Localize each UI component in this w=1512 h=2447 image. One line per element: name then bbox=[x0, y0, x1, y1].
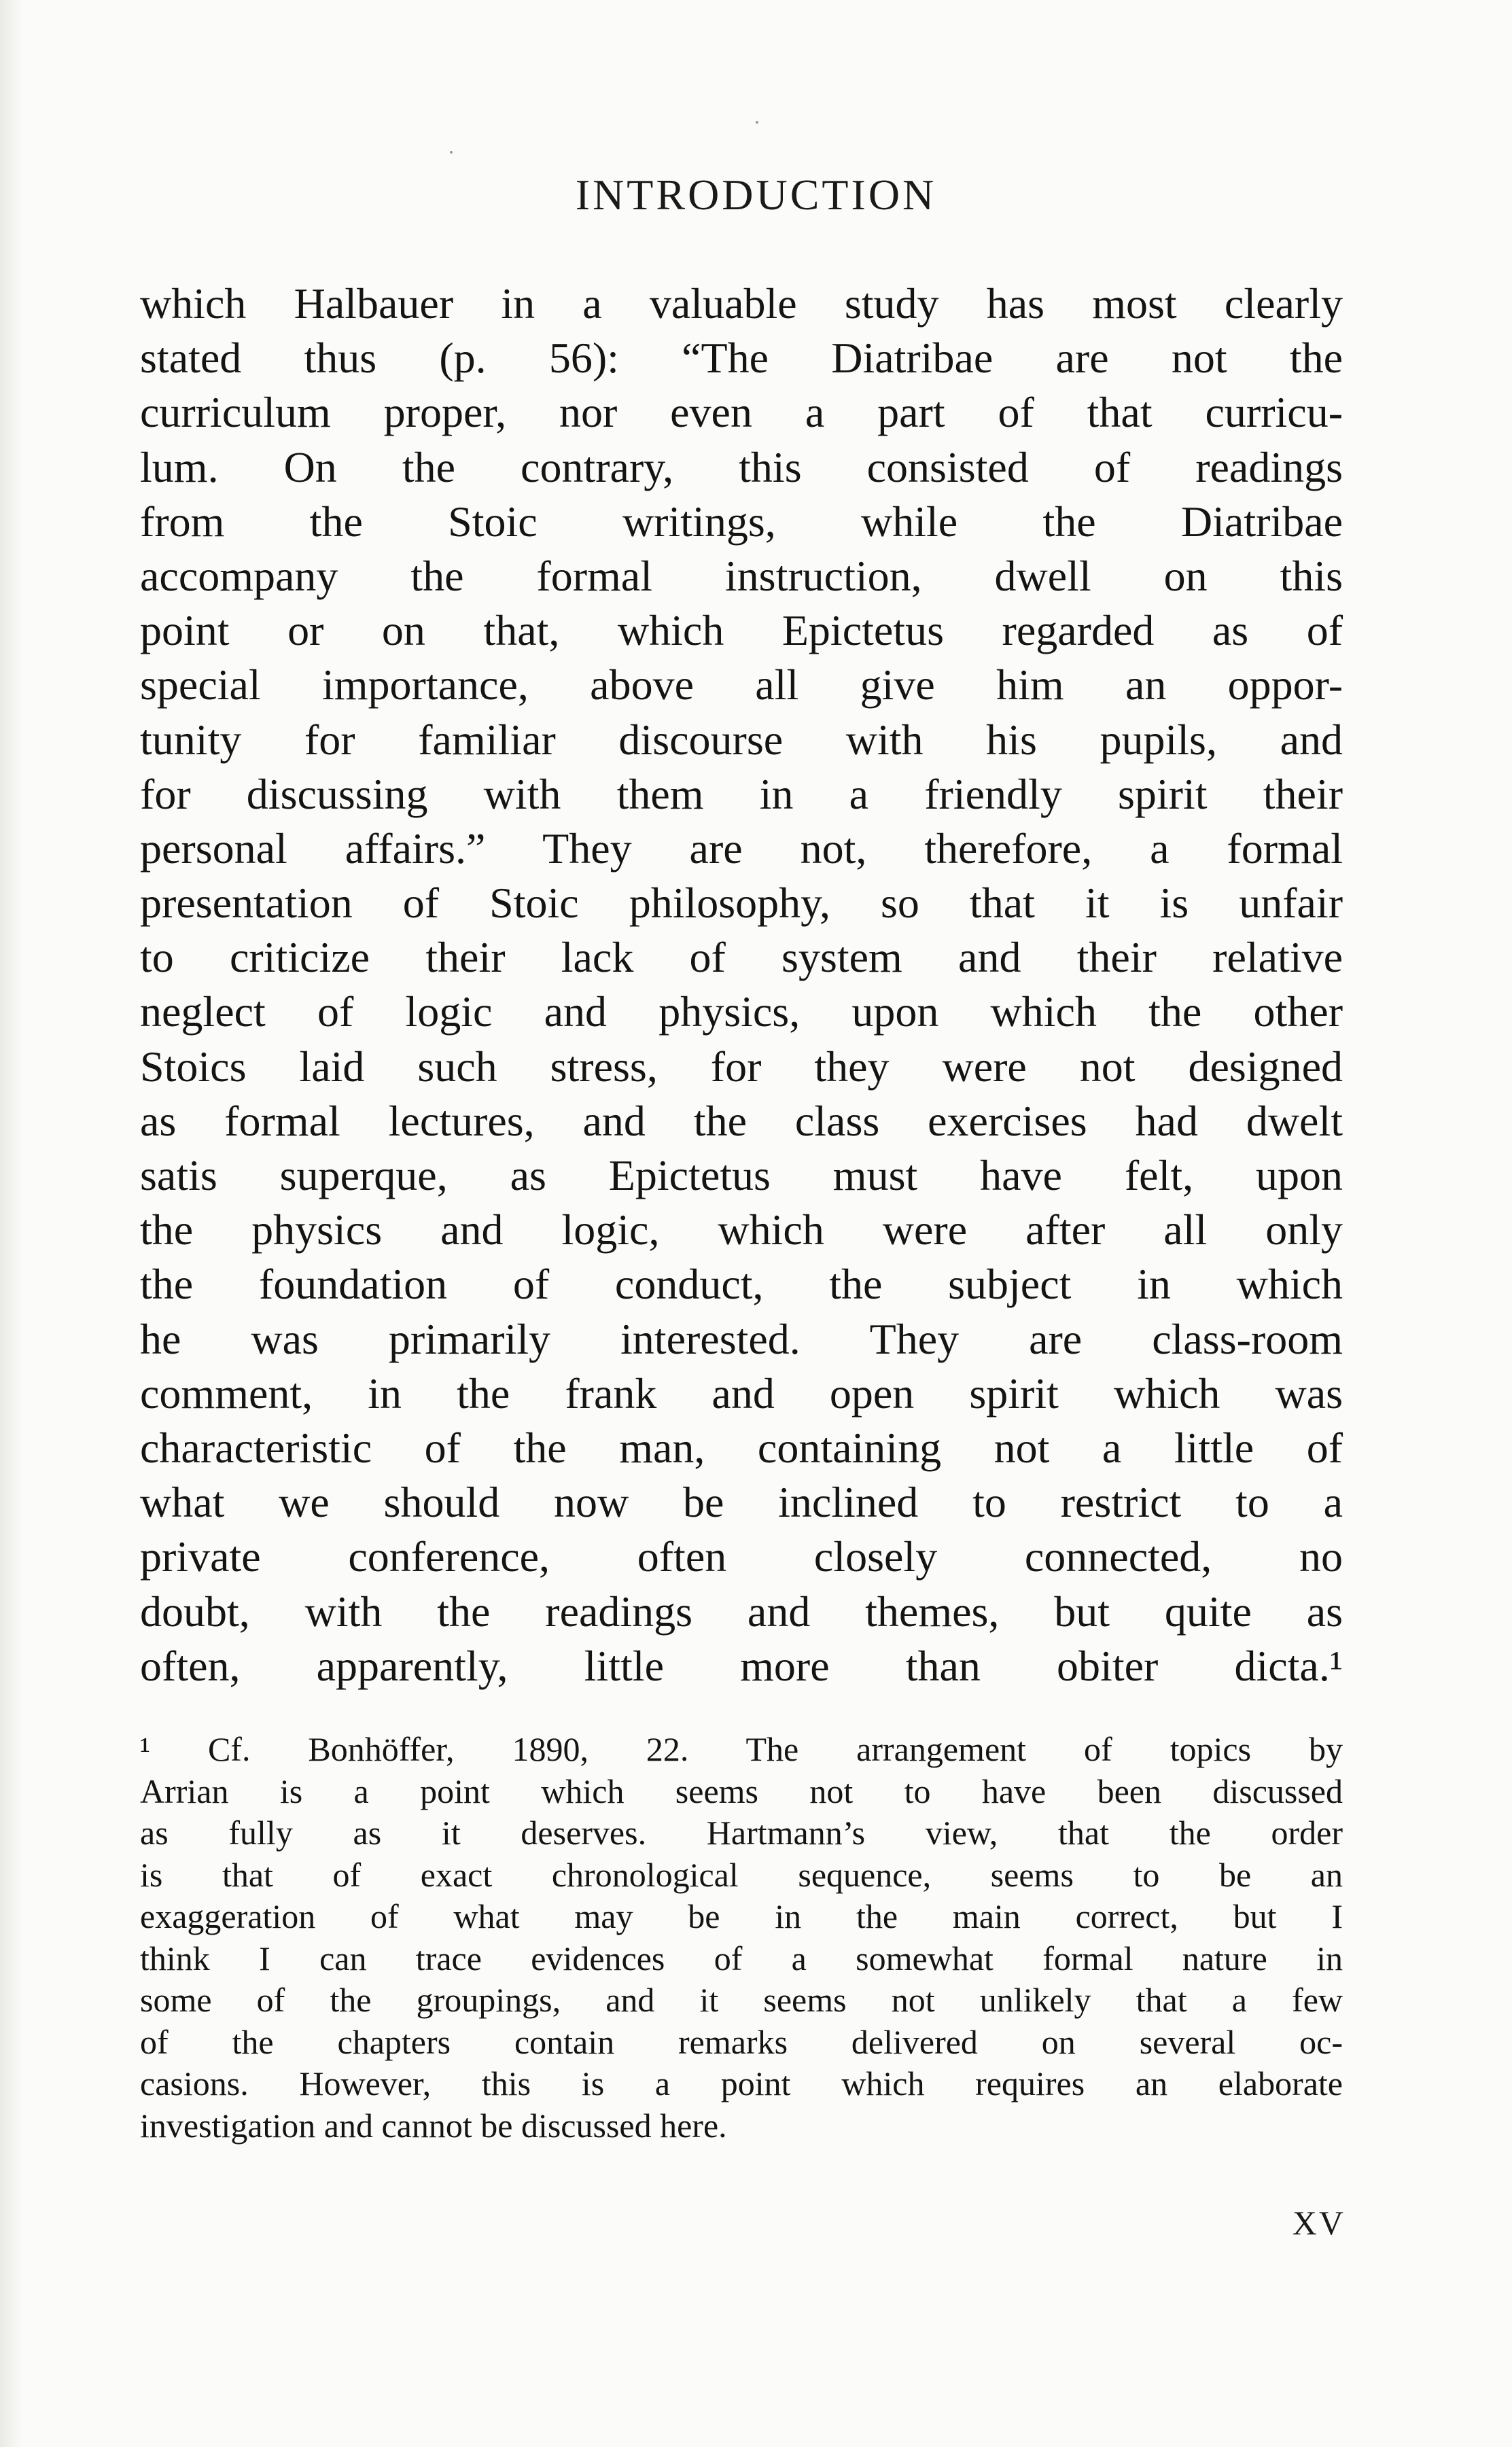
paper-speck bbox=[756, 121, 758, 124]
body-line: comment, in the frank and open spirit which was bbox=[140, 1369, 1343, 1418]
body-line: special importance, above all give him an oppor- bbox=[140, 661, 1343, 709]
body-line: the physics and logic, which were after all only bbox=[140, 1205, 1343, 1254]
body-line: stated thus (p. 56): “The Diatribae are not the bbox=[140, 334, 1343, 383]
footnote-line: exaggeration of what may be in the main correct, but I bbox=[140, 1897, 1343, 1935]
body-line: doubt, with the readings and themes, but quite as bbox=[140, 1587, 1343, 1636]
footnote-line: is that of exact chronological sequence, seems to be an bbox=[140, 1855, 1343, 1894]
footnote-line: think I can trace evidences of a somewhat formal nature in bbox=[140, 1939, 1343, 1977]
body-line: personal affairs.” They are not, therefore, a formal bbox=[140, 824, 1343, 873]
running-head: INTRODUCTION bbox=[575, 171, 937, 219]
body-text bbox=[140, 277, 1343, 1693]
footnote-line: some of the groupings, and it seems not unlikely that a few bbox=[140, 1981, 1343, 2019]
footnote bbox=[140, 1729, 1343, 2147]
page-gutter-shadow bbox=[0, 0, 23, 2447]
body-line: characteristic of the man, containing not a little of bbox=[140, 1423, 1343, 1472]
body-line: neglect of logic and physics, upon which the other bbox=[140, 987, 1343, 1036]
body-line: accompany the formal instruction, dwell on this bbox=[140, 551, 1343, 600]
paper-speck bbox=[450, 151, 453, 154]
body-line: often, apparently, little more than obiter dicta.¹ bbox=[140, 1641, 1343, 1690]
footnote-line: Arrian is a point which seems not to have been discussed bbox=[140, 1772, 1343, 1810]
body-line: presentation of Stoic philosophy, so that it is unfair bbox=[140, 879, 1343, 928]
body-line: private conference, often closely connected, no bbox=[140, 1532, 1343, 1581]
body-line: from the Stoic writings, while the Diatribae bbox=[140, 497, 1343, 546]
body-line: Stoics laid such stress, for they were not designed bbox=[140, 1042, 1343, 1091]
page-number: XV bbox=[1292, 2204, 1346, 2242]
footnote-line: casions. However, this is a point which requires an elaborate bbox=[140, 2064, 1343, 2102]
body-line: what we should now be inclined to restrict to a bbox=[140, 1478, 1343, 1527]
body-line: curriculum proper, nor even a part of that curricu- bbox=[140, 388, 1343, 437]
body-line: tunity for familiar discourse with his pupils, and bbox=[140, 715, 1343, 764]
body-line: for discussing with them in a friendly spirit their bbox=[140, 769, 1343, 818]
body-line: he was primarily interested. They are class-room bbox=[140, 1314, 1343, 1363]
body-line: the foundation of conduct, the subject in which bbox=[140, 1260, 1343, 1309]
body-line: point or on that, which Epictetus regarded as of bbox=[140, 606, 1343, 655]
footnote-line: of the chapters contain remarks delivered on several oc- bbox=[140, 2022, 1343, 2061]
body-line: to criticize their lack of system and their relative bbox=[140, 933, 1343, 982]
body-line: which Halbauer in a valuable study has most clearly bbox=[140, 279, 1343, 328]
footnote-line: as fully as it deserves. Hartmann’s view, that the order bbox=[140, 1814, 1343, 1852]
body-line: as formal lectures, and the class exercises had dwelt bbox=[140, 1096, 1343, 1145]
body-line: lum. On the contrary, this consisted of readings bbox=[140, 442, 1343, 491]
body-line: satis superque, as Epictetus must have felt, upon bbox=[140, 1151, 1343, 1199]
footnote-line: ¹ Cf. Bonhöffer, 1890, 22. The arrangement of topics by bbox=[140, 1730, 1343, 1768]
footnote-line: investigation and cannot be discussed here. bbox=[140, 2106, 727, 2145]
